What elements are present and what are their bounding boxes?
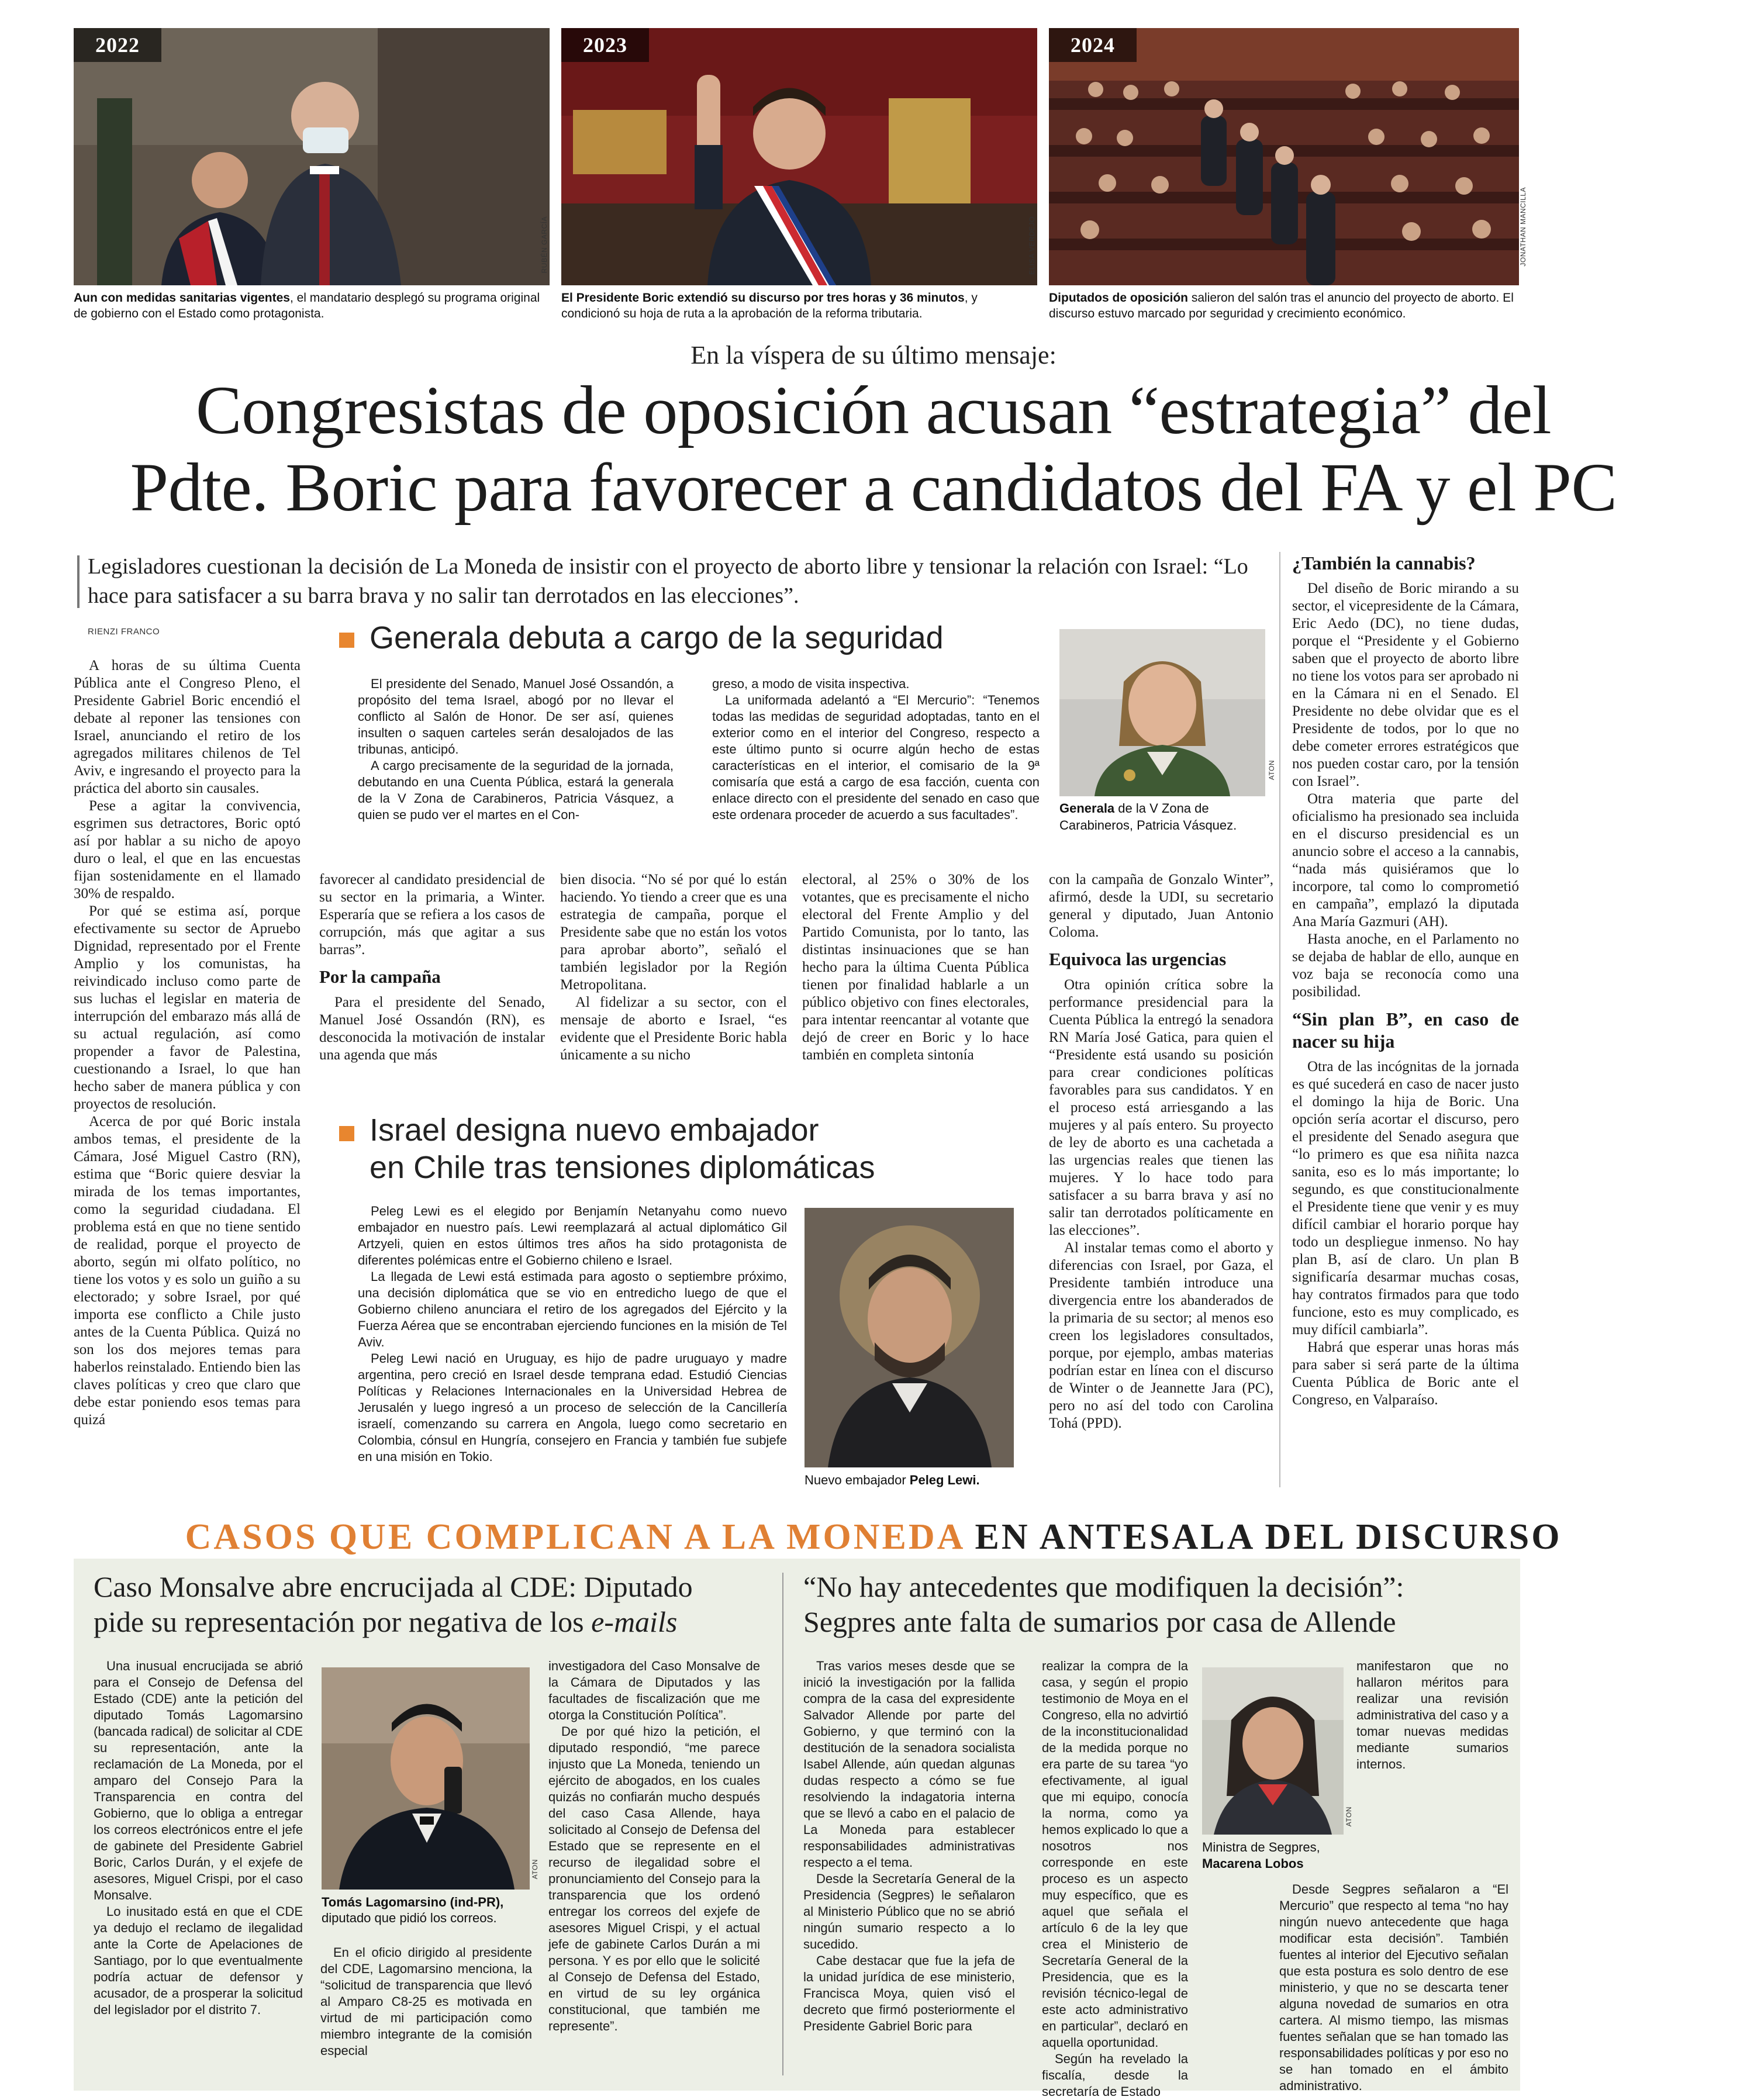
paragraph: favorecer al candidato presidencial de su sector en la primaria, a Winter. Esperaría que se refiera a los casos de corrupción, más que agitar a sus barras”. xyxy=(319,872,545,958)
paragraph: Peleg Lewi es el elegido por Benjamín Netanyahu como nuevo embajador en nuestro país. Lewi reemplazará al actual diplomático Gil Artzyeli, quien en estos últimos tres años ha sido protagonista de diferentes polémicas entre el Gobierno chileno e Israel. xyxy=(358,1204,787,1267)
sidebar-title: ¿También la cannabis? xyxy=(1292,552,1476,574)
paragraph: Tras varios meses desde que se inició la investigación por la fallida compra de la casa del expresidente Salvador Allende por parte del Gobierno, y que terminó con la destitución de la senadora socialista Isabel Allende, aún quedan algunas dudas respecto a cómo se fue resolviendo la indagatoria interna que se llevó a cabo en el palacio de La Moneda para establecer responsabilidades administrativas respecto a el tema. xyxy=(803,1659,1015,1870)
photo-credit: ELISA VERDEJO xyxy=(1028,216,1036,275)
headline-line-1: Congresistas de oposición acusan “estrategia” del xyxy=(195,372,1552,448)
column-divider xyxy=(1279,552,1280,1487)
paragraph: Otra opinión crítica sobre la performance presidencial para la Cuenta Pública la entregó la senadora RN María José Gatica, para quien el “Presidente está usando su posición para crear condiciones políticas favorables para sus candidatos. Y en el proceso está arriesgando a las mujeres y al país entero. Su proyecto de ley de aborto es una cachetada a las urgencias reales que tienen las mujeres. Y lo hace todo para satisfacer a su barra brava y así no salir tan derrotados políticamente en las elecciones”. xyxy=(1049,977,1273,1238)
caption-bold: Diputados de oposición xyxy=(1049,291,1189,305)
article-column-2 xyxy=(319,871,545,1064)
article-column-4 xyxy=(802,871,1029,1064)
caption-bold: Generala xyxy=(1059,801,1115,816)
photo-caption xyxy=(74,290,550,322)
caption-bold: Peleg Lewi. xyxy=(909,1473,980,1487)
caption-text: Ministra de Segpres, xyxy=(1202,1840,1320,1854)
paragraph: Desde Segpres señalaron a “El Mercurio” que respecto al tema “no hay ningún nuevo antecedente que haga modificar esta decisión”. También fuentes al interior del Ejecutivo señalan que esta postura es solo dentro de ese ministerio, y que no se descarta tener alguna novedad de sumarios en otra cartera. Al mismo tiempo, las mismas fuentes señalan que se han tomado las responsabilidades políticas y por eso no se han tomado en el ámbito administrativo. xyxy=(1279,1882,1508,2093)
lobos-caption xyxy=(1202,1839,1348,1872)
paragraph: manifestaron que no hallaron méritos para realizar una revisión administrativa del caso y a tomar nuevas medidas mediante sumarios internos. xyxy=(1356,1659,1508,1771)
monsalve-column-3 xyxy=(548,1658,760,2035)
israel-caption xyxy=(805,1472,1027,1488)
caption-text: , y condicionó su hoja de ruta a la aprobación de la reforma tributaria. xyxy=(561,291,978,320)
paragraph: En el oficio dirigido al presidente del CDE, Lagomarsino menciona, la “solicitud de transparencia que llevó al Amparo C8-25 es motivada en virtud de mi participación como miembro integrante de la comisión especial xyxy=(320,1945,532,2058)
paragraph: Peleg Lewi nació en Uruguay, es hijo de padre uruguayo y madre argentina, pero creció en Israel desde temprana edad. Estudió Ciencias Políticas y Relaciones Internacionales en la Universidad Hebrea de Jerusalén y luego ingresó a un proceso de selección de la Cancillería israelí, comenzando su carrera en Angola, luego como secretario en Colombia, cónsul en Hungría, consejero en Francia y también fue subjefe en una misión en Tokio. xyxy=(358,1351,787,1464)
segpres-title-line-1: “No hay antecedentes que modifiquen la decisión”: xyxy=(803,1570,1404,1603)
paragraph: Al instalar temas como el aborto y diferencias con Israel, por Gaza, el Presidente también introduce una divergencia entre los abanderados de la primaria de su sector; al menos eso creen los legisladores consultados, porque, por ejemplo, ambas materias podrían estar en línea con el discurso de Winter o de Jeannette Jara (PC), pero no así del todo con Carolina Tohá (PPD). xyxy=(1049,1240,1273,1431)
israel-title-line-1: Israel designa nuevo embajador xyxy=(370,1113,819,1148)
byline: RIENZI FRANCO xyxy=(88,627,160,637)
caption-text: , el mandatario desplegó su programa original de gobierno con el Estado como protagonista. xyxy=(74,291,540,320)
paragraph: Una inusual encrucijada se abrió para el Consejo de Defensa del Estado (CDE) ante la petición del diputado Tomás Lagomarsino (bancada radical) de solicitar al CDE su representación, ante la reclamación de La Moneda, por el amparo del Consejo Para la Transparencia en contra del Gobierno, que lo obliga a entregar los correos electrónicos entre el jefe de gabinete del Presidente Gabriel Boric, Carlos Durán, y el exjefe de asesores, Miguel Crispi, por el caso Monsalve. xyxy=(94,1659,303,1902)
article-column-5 xyxy=(1049,871,1273,1432)
paragraph: realizar la compra de la casa, y según el propio testimonio de Moya en el Congreso, ella no advirtió de la inconstitucionalidad de la medida porque no era parte de su tarea “yo efectivamente, al igual que mi equipo, conocía la norma, como ya hemos explicado lo que a nosotros nos corresponde en este proceso es un aspecto muy específico, que es aquel que señala el artículo 6 de la ley que crea el Ministerio de Secretaría General de la Presidencia, que es la revisión técnico-legal de este acto administrativo en particular”, declaró en aquella oportunidad. xyxy=(1042,1659,1188,2050)
section-marker xyxy=(339,633,354,648)
title-text: pide su representación por negativa de los xyxy=(94,1605,592,1638)
caption-bold: Macarena Lobos xyxy=(1202,1856,1304,1871)
caption-bold: Tomás Lagomarsino (ind-PR), xyxy=(322,1895,504,1909)
photo-2023 xyxy=(561,28,1037,285)
caption-text: salieron del salón tras el anuncio del proyecto de aborto. El discurso estuvo marcado por seguridad y crecimiento económico. xyxy=(1049,291,1514,320)
year-tag: 2024 xyxy=(1049,28,1137,62)
monsalve-title-line-1: Caso Monsalve abre encrucijada al CDE: Diputado xyxy=(94,1570,693,1603)
paragraph: La llegada de Lewi está estimada para agosto o septiembre próximo, una decisión diplomática que se vio en entredicho luego de que el Gobierno chileno anunciara el retiro de los agregados del Ejército y la Fuerza Aérea que se encontraban ejerciendo funciones en la misión de Tel Aviv. xyxy=(358,1269,787,1349)
article-column-1 xyxy=(74,657,301,1429)
generala-column-2 xyxy=(712,676,1040,823)
photo-caption xyxy=(561,290,1037,322)
israel-body xyxy=(358,1203,787,1465)
subhead: Por la campaña xyxy=(319,966,441,987)
subhead: Equivoca las urgencias xyxy=(1049,949,1227,969)
paragraph: Lo inusitado está en que el CDE ya dedujo el reclamo de ilegalidad ante la Corte de Apelaciones de Santiago, por lo que eventualmente podría actuar de defensor y acusador, de a prosperar la solicitud del legislador por el distrito 7. xyxy=(94,1904,303,2017)
segpres-column-3-text xyxy=(1356,1658,1508,1773)
section-marker xyxy=(339,1126,354,1141)
photo-credit: ATON xyxy=(1345,1807,1353,1827)
segpres-column-3-continued xyxy=(1279,1881,1508,2094)
paragraph: greso, a modo de visita inspectiva. xyxy=(712,676,910,691)
paragraph: Habrá que esperar unas horas más para saber si será parte de la última Cuenta Pública de Boric ante el Congreso, en Valparaíso. xyxy=(1292,1339,1519,1408)
paragraph: Hasta anoche, en el Parlamento no se dejaba de hablar de ello, aunque en voz baja se reconocía como una posibilidad. xyxy=(1292,931,1519,1000)
kicker: En la víspera de su último mensaje: xyxy=(690,341,1057,369)
banner-highlight: CASOS QUE COMPLICAN A LA MONEDA xyxy=(185,1517,964,1557)
photo-credit: ATON xyxy=(531,1859,539,1880)
article-column-3 xyxy=(560,871,787,1064)
photo-credit: RUBÉN GARCÍA xyxy=(540,216,548,274)
monsalve-column-1 xyxy=(94,1658,303,2018)
segpres-column-1 xyxy=(803,1658,1015,2035)
sidebar-column xyxy=(1292,552,1519,1409)
lagomarsino-caption xyxy=(322,1894,532,1926)
israel-photo xyxy=(805,1208,1014,1467)
sidebar-subhead: “Sin plan B”, en caso de nacer su hija xyxy=(1292,1008,1519,1052)
title-italic: e-mails xyxy=(591,1605,678,1638)
photo-2022 xyxy=(74,28,550,285)
headline-line-2: Pdte. Boric para favorecer a candidatos del FA y el PC xyxy=(130,449,1617,526)
lobos-photo xyxy=(1202,1667,1344,1835)
year-tag: 2023 xyxy=(561,28,649,62)
generala-caption xyxy=(1059,800,1270,834)
paragraph: Desde la Secretaría General de la Presidencia (Segpres) le señalaron al Ministerio Público que no se abrió ningún sumario respecto a lo sucedido. xyxy=(803,1871,1015,1952)
caption-text: Nuevo embajador xyxy=(805,1473,910,1487)
paragraph: Otra de las incógnitas de la jornada es qué sucederá en caso de nacer justo el domingo la hija de Boric. Una opción sería acortar el discurso, pero el presidente del Senado asegura que “lo primero es que esa niñita nazca sanita, eso es lo más importante; lo segundo, es que constitucionalmente el Presidente tiene que venir y es muy difícil cambiar el horario porque hay todo un despliegue inmenso. No hay plan B, así de claro. Un plan B significaría desarmar muchas cosas, hay contratos firmados para que todo funcione, esto es muy complicado, es muy difícil cambiarla”. xyxy=(1292,1059,1519,1338)
photo-credit: JONATHAN MANCILLA xyxy=(1519,187,1527,267)
caption-bold: El Presidente Boric extendió su discurso por tres horas y 36 minutos xyxy=(561,291,965,305)
generala-column-1 xyxy=(358,676,674,823)
israel-title-line-2: en Chile tras tensiones diplomáticas xyxy=(370,1150,875,1185)
caption-text: de la V Zona de Carabineros, Patricia Vásquez. xyxy=(1059,801,1237,833)
paragraph: Según ha revelado la fiscalía, desde la secretaría de Estado xyxy=(1042,2051,1188,2099)
paragraph: Para el presidente del Senado, Manuel José Ossandón (RN), es desconocida la motivación de instalar una agenda que más xyxy=(319,994,545,1063)
monsalve-title-line-2 xyxy=(94,1604,677,1639)
paragraph: bien disocia. “No sé por qué lo están haciendo. Yo tiendo a creer que es una estrategia de campaña, porque el Presidente sabe que no están los votos para aprobar aborto”, señaló el también legislador por la Región Metropolitana. xyxy=(560,872,787,993)
monsalve-column-2 xyxy=(320,1944,532,2059)
paragraph: El presidente del Senado, Manuel José Ossandón, a propósito del tema Israel, abogó por no llevar el conflicto al Salón de Honor. De ser así, quienes insulten o saquen carteles serán desalojados de las tribunas, anticipó. xyxy=(358,676,674,757)
banner-text: EN ANTESALA DEL DISCURSO xyxy=(975,1517,1562,1557)
paragraph: Otra materia que parte del oficialismo ha presionado sea incluida en el discurso presidencial es un anuncio sobre el acceso a la cannabis, “nada más quisiéramos que lo incorpore, tal como lo comprometió en campaña”, emplazó la diputada Ana María Gazmuri (AH). xyxy=(1292,791,1519,930)
segpres-title-line-2: Segpres ante falta de sumarios por casa de Allende xyxy=(803,1605,1396,1638)
generala-photo xyxy=(1059,629,1265,796)
caption-text: diputado que pidió los correos. xyxy=(322,1911,497,1925)
segpres-column-2 xyxy=(1042,1658,1188,2100)
paragraph: investigadora del Caso Monsalve de la Cámara de Diputados y las facultades de fiscalización que me otorga la Constitución Política”. xyxy=(548,1659,760,1722)
section-banner xyxy=(0,1517,1747,1558)
column-divider xyxy=(782,1573,783,2075)
lead-bar xyxy=(77,555,80,608)
photo-2024 xyxy=(1049,28,1519,285)
paragraph: De por qué hizo la petición, el diputado respondió, “me parece injusto que La Moneda, teniendo un ejército de abogados, en los cuales quizás no confiarán mucho después del caso Casa Allende, haya solicitado al Consejo de Defensa del Estado que se represente en el recurso de ilegalidad sobre el pronunciamiento del Consejo para la transparencia que los ordenó entregar los correos del exjefe de asesores Miguel Crispi, y el actual jefe de gabinete Carlos Durán a mi persona. Y es por ello que le solicité al Consejo de Defensa del Estado, en virtud de su ley orgánica constitucional, que también me represente”. xyxy=(548,1724,760,2033)
generala-title: Generala debuta a cargo de la seguridad xyxy=(370,620,944,655)
paragraph: Por qué se estima así, porque efectivamente su sector de Apruebo Dignidad, representado por el Frente Amplio y los comunistas, ha reivindicado incluso como parte de sus luchas el legislar en materia de interrupción del embarazo más allá de su actual regulación, así como propender a favor de Palestina, cuestionando a Israel, lo que han hecho saber de manera pública y con proyectos de resolución. xyxy=(74,903,301,1112)
paragraph: La uniformada adelantó a “El Mercurio”: “Tenemos todas las medidas de seguridad adoptadas, tanto en el exterior como en el interior del Congreso, respecto a este último punto si ocurre algún hecho de estas características en el interior, el comisario de la 9ª comisaría que está a cargo de esa facción, cuenta con enlace directo con el presidente del senado en caso que este ordenara proceder de acuerdo a sus facultades”. xyxy=(712,693,1040,822)
photo-caption xyxy=(1049,290,1519,322)
lagomarsino-photo xyxy=(322,1667,530,1890)
paragraph: Acerca de por qué Boric instala ambos temas, el presidente de la Cámara, José Miguel Castro (RN), estima que “Boric quiere desviar la mirada de los temas importantes, como la seguridad ciudadana. El problema está en que no tiene sentido de realidad, porque el proyecto de aborto, según mi olfato político, no tiene los votos y es solo un guiño a su electorado; y sobre Israel, por qué importa ese conflicto a Chile justo antes de la Cuenta Pública. Quizá no son los dos mejores temas para haberlos reinstalado. Entiendo bien las claves políticas y creo que claro que debe estar poniendo esos temas para quizá xyxy=(74,1114,301,1428)
lead-paragraph: Legisladores cuestionan la decisión de La Moneda de insistir con el proyecto de aborto libre y tensionar la relación con Israel: “Lo hace para satisfacer a su barra brava y no salir tan derrotados en las elecciones”. xyxy=(88,554,1248,608)
paragraph: A horas de su última Cuenta Pública ante el Congreso Pleno, el Presidente Gabriel Boric encendió el debate al reponer las tensiones con Israel, anunciando el retiro de los agregados militares chilenos de Tel Aviv, e ingresando el proyecto para la práctica del aborto sin causales. xyxy=(74,658,301,796)
paragraph: A cargo precisamente de la seguridad de la jornada, debutando en una Cuenta Pública, estará la generala de la V Zona de Carabineros, Patricia Vásquez, a quien se pudo ver el martes en el Con- xyxy=(358,758,674,822)
paragraph: con la campaña de Gonzalo Winter”, afirmó, desde la UDI, su secretario general y diputado, Juan Antonio Coloma. xyxy=(1049,872,1273,940)
caption-bold: Aun con medidas sanitarias vigentes xyxy=(74,291,290,305)
paragraph: Pese a agitar la convivencia, esgrimen sus detractores, Boric optó así por hablar a su nicho de apoyo duro o leal, el que en las encuestas fijan sostenidamente en el llamado 30% de respaldo. xyxy=(74,798,301,902)
year-tag: 2022 xyxy=(74,28,161,62)
paragraph: Al fidelizar a su sector, con el mensaje de aborto e Israel, “es evidente que el Presidente Boric habla únicamente a su nicho xyxy=(560,994,787,1063)
paragraph: Del diseño de Boric mirando a su sector, el vicepresidente de la Cámara, Eric Aedo (DC), no tiene dudas, porque el “Presidente y el Gobierno saben que el proyecto de aborto libre no tiene los votos para ser aprobado ni en la Cámara ni en el Senado. El Presidente no debe olvidar que es el Presidente de todos, por lo que no debe cometer errores estratégicos que nos pueden costar caro, por la tensión con Israel”. xyxy=(1292,581,1519,789)
photo-credit: ATON xyxy=(1268,760,1276,780)
paragraph: electoral, al 25% o 30% de los votantes, que es precisamente el nicho electoral del Frente Amplio y del Partido Comunista, por lo tanto, las distintas insinuaciones que se han hecho para la última Cuenta Pública tienen por finalidad hablarle a un público objetivo con fines electorales, para intentar reencantar al votante que dejó de creer en Boric y lo hace también en completa sintonía xyxy=(802,872,1029,1063)
paragraph: Cabe destacar que fue la jefa de la unidad jurídica de ese ministerio, Francisca Moya, quien visó el decreto que firmó posteriormente el Presidente Gabriel Boric para xyxy=(803,1953,1015,2033)
